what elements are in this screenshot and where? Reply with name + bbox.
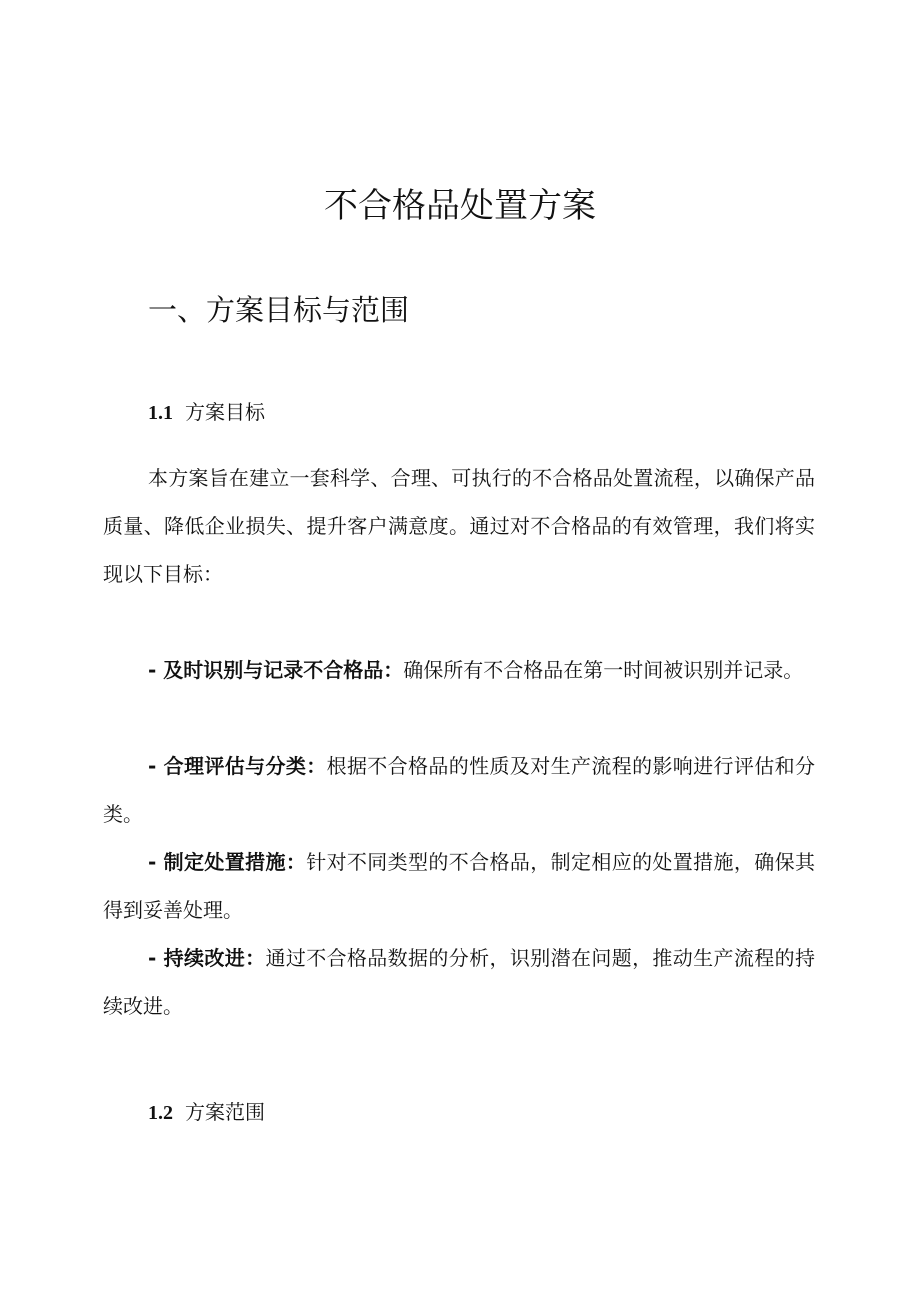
bullet-lead: - 合理评估与分类：: [148, 754, 327, 778]
intro-paragraph: 本方案旨在建立一套科学、合理、可执行的不合格品处置流程，以确保产品质量、降低企业损失、提升客户满意度。通过对不合格品的有效管理，我们将实现以下目标：: [103, 466, 815, 586]
subsection-number: 1.1: [148, 402, 173, 424]
subsection-number: 1.2: [148, 1102, 173, 1124]
subsection-title: 方案范围: [185, 1100, 265, 1124]
bullet-text: 针对不同类型的不合格品，制定相应的处置措施，确保其得到妥善处理。: [103, 850, 816, 922]
bullet-lead: - 制定处置措施：: [148, 850, 307, 874]
subsection-heading-1-2: [148, 1096, 265, 1125]
bullet-lead: - 持续改进：: [148, 946, 266, 970]
bullet-lead: - 及时识别与记录不合格品：: [148, 658, 404, 682]
bullet-item: [103, 742, 815, 838]
bullet-text: 通过不合格品数据的分析，识别潜在问题，推动生产流程的持续改进。: [103, 946, 816, 1018]
bullet-item: [103, 646, 815, 694]
subsection-heading-1-1: [148, 396, 265, 425]
bullet-item: [103, 838, 815, 934]
bullet-text: 根据不合格品的性质及对生产流程的影响进行评估和分类。: [103, 754, 816, 826]
subsection-title: 方案目标: [185, 400, 265, 424]
bullet-text: 确保所有不合格品在第一时间被识别并记录。: [403, 658, 804, 682]
document-title: 不合格品处置方案: [324, 186, 596, 226]
section-heading-1: 一、方案目标与范围: [148, 293, 410, 327]
bullet-item: [103, 934, 815, 1030]
